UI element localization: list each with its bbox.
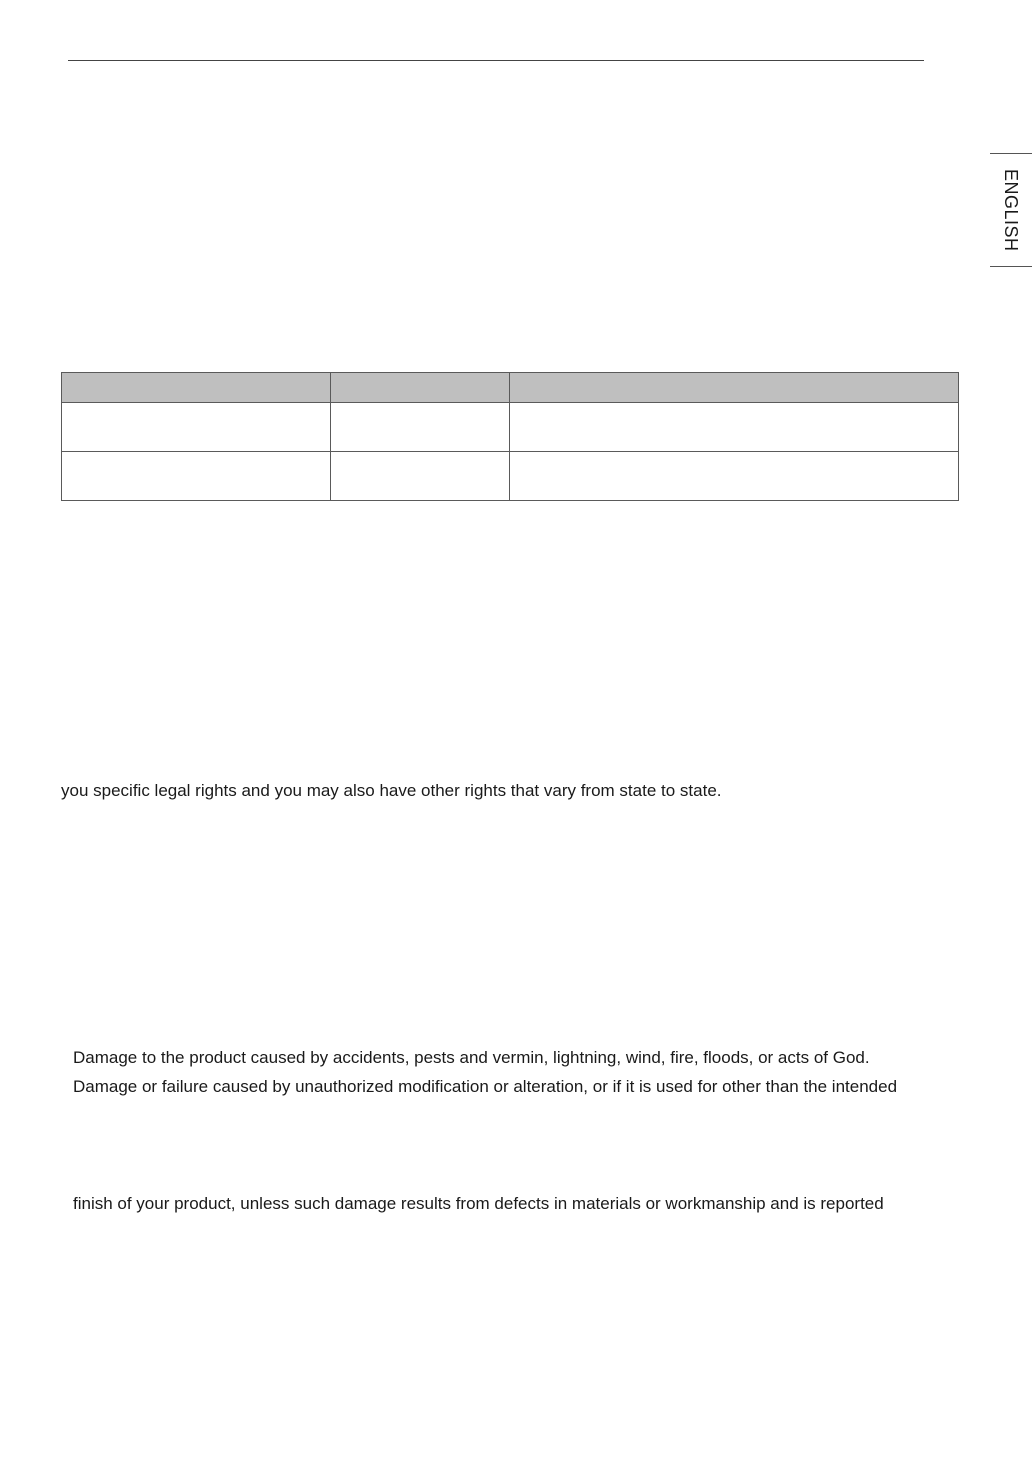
header-rule <box>68 60 924 61</box>
exclusion-item: finish of your product, unless such damage results from defects in materials or workmanship and is reported <box>73 1194 884 1213</box>
table-header-cell <box>331 373 510 403</box>
language-tab <box>990 153 1032 267</box>
table-header-cell <box>62 373 331 403</box>
table-cell <box>510 403 959 452</box>
table-cell <box>331 403 510 452</box>
table-row <box>62 452 959 501</box>
table-cell <box>331 452 510 501</box>
table-header-cell <box>510 373 959 403</box>
warranty-coverage-table <box>61 372 959 501</box>
language-tab-label: ENGLISH <box>1001 168 1021 252</box>
exclusion-item: Damage or failure caused by unauthorized modification or alteration, or if it is used for other than the intended <box>73 1077 898 1096</box>
table-row <box>62 403 959 452</box>
table-header-row <box>62 373 959 403</box>
table-cell <box>62 452 331 501</box>
exclusion-item: Damage to the product caused by accidents, pests and vermin, lightning, wind, fire, floods, or acts of God. <box>73 1048 870 1067</box>
table-cell <box>62 403 331 452</box>
table-cell <box>510 452 959 501</box>
legal-rights-text: you specific legal rights and you may also have other rights that vary from state to state. <box>61 781 722 800</box>
